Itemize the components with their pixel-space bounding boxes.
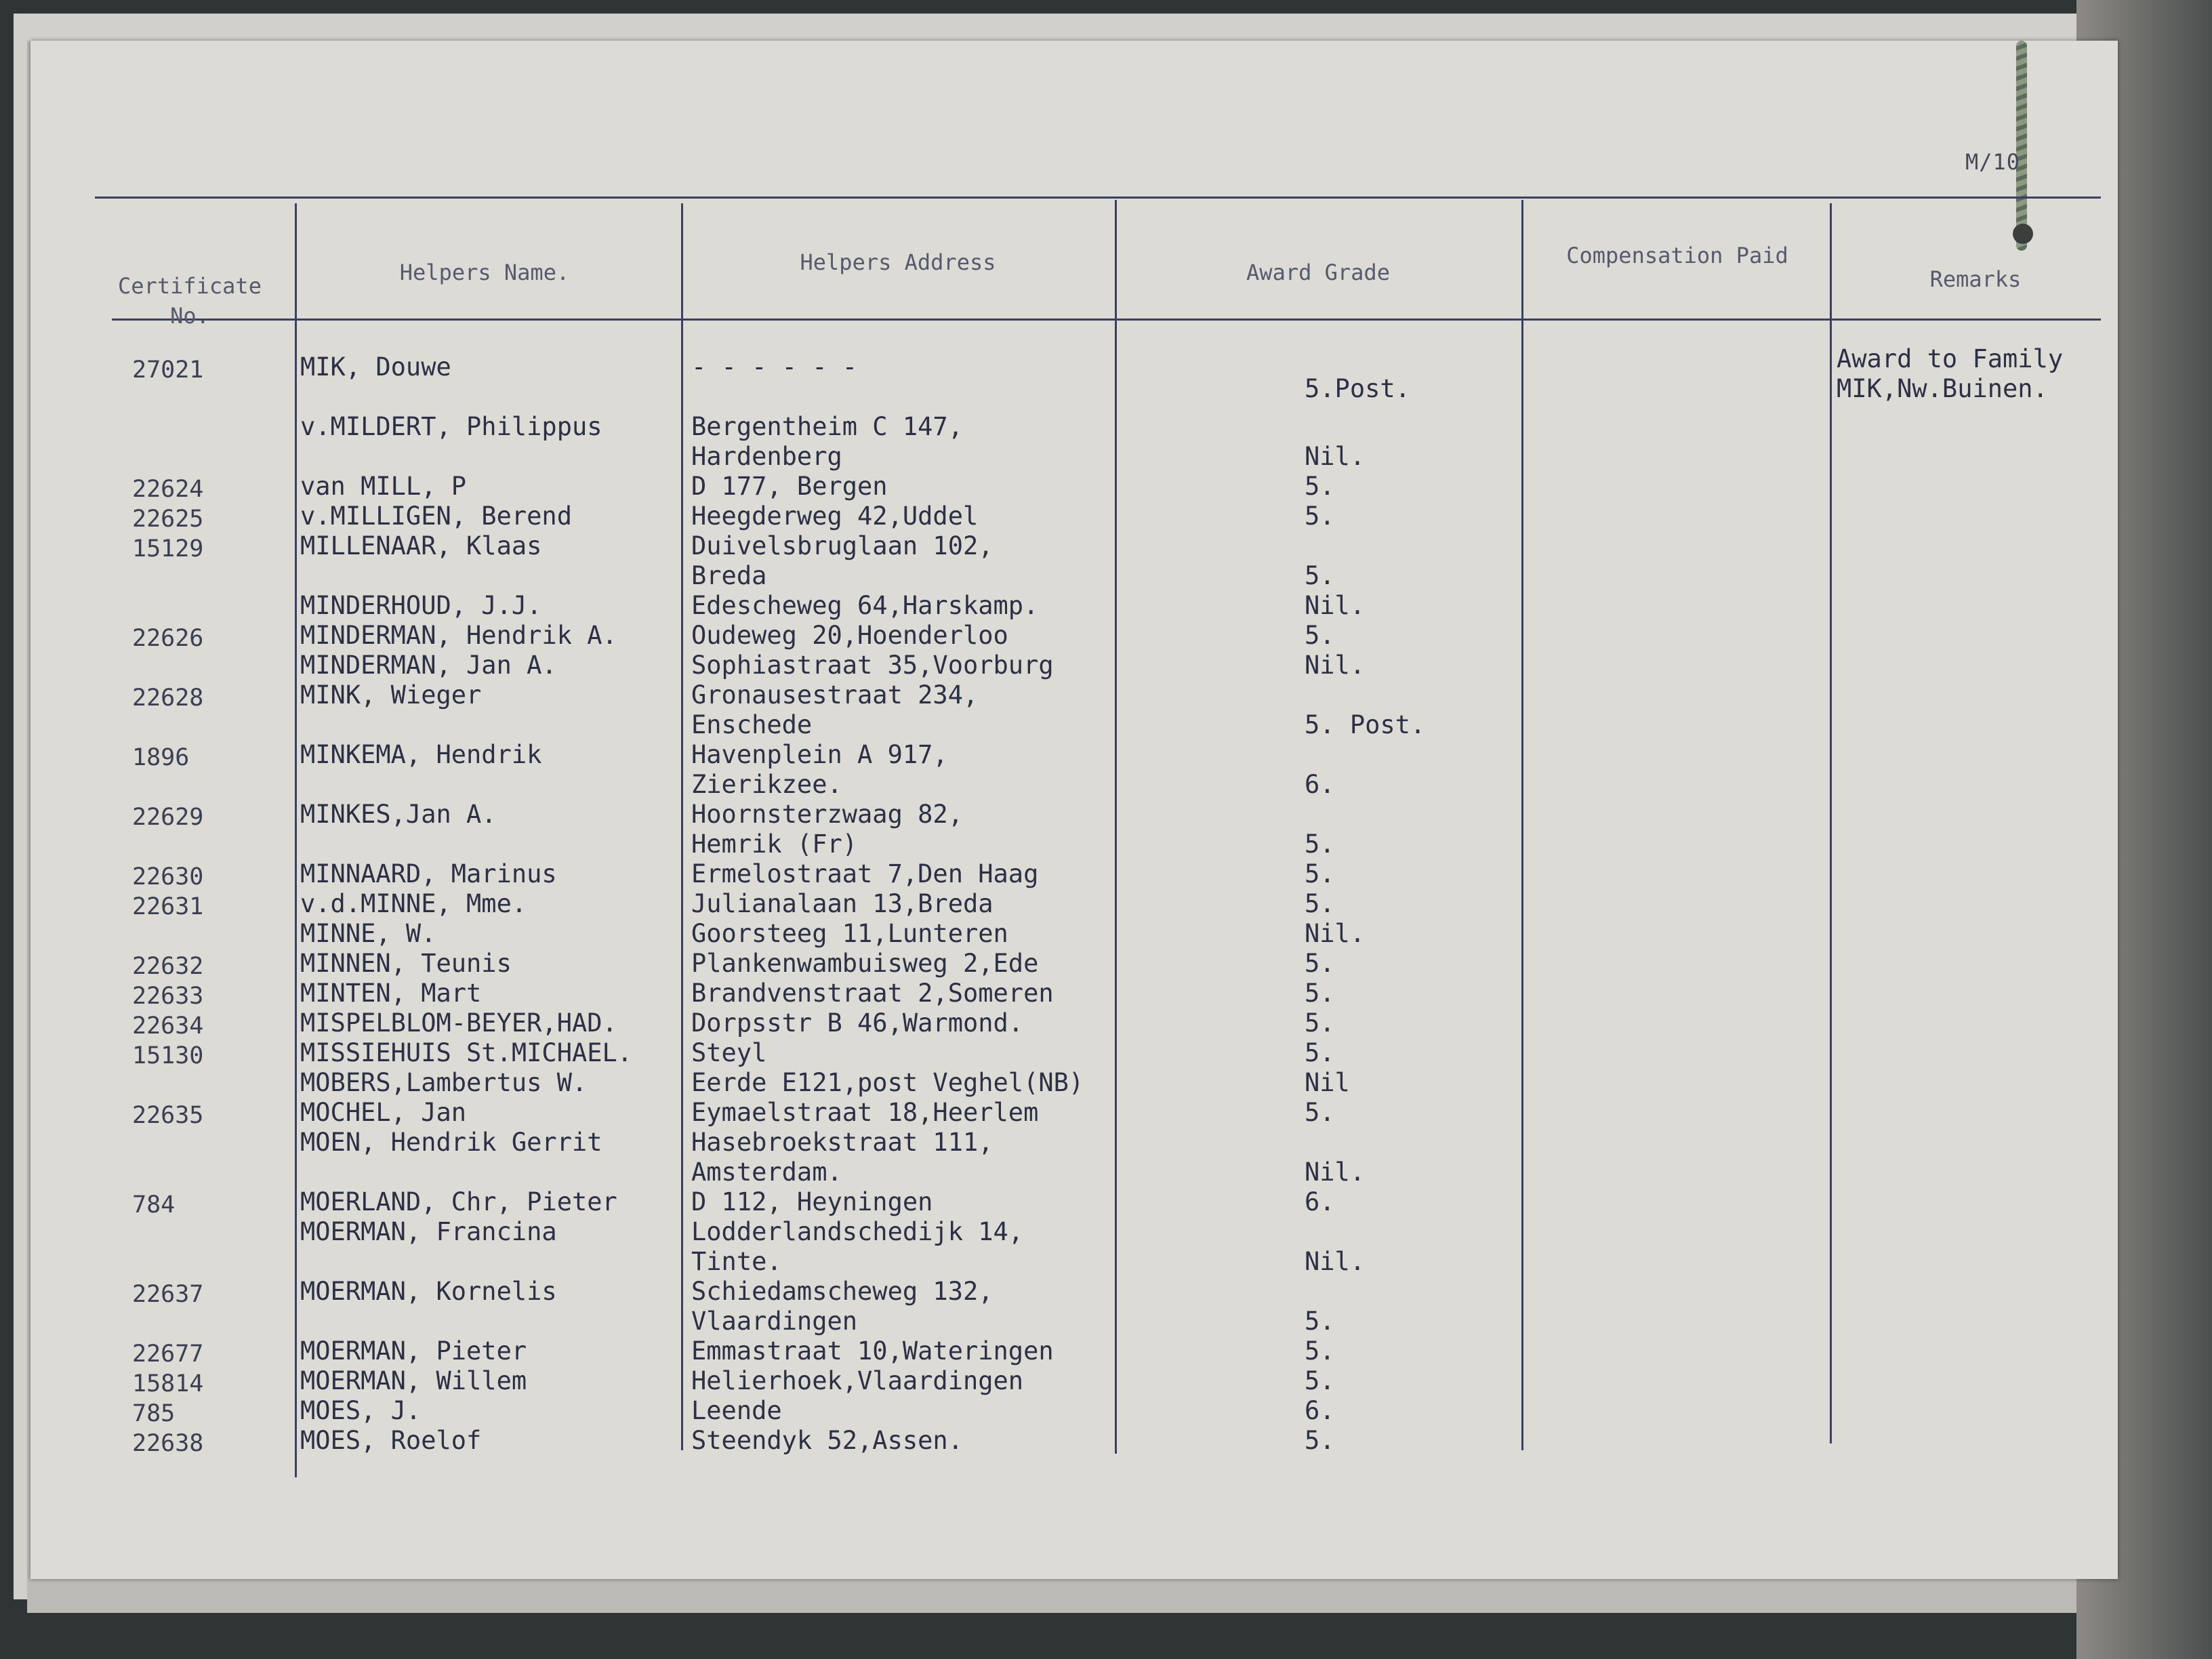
helper-address: - - - - - -	[691, 352, 858, 382]
helper-name: MISPELBLOM-BEYER,HAD.	[300, 1008, 617, 1038]
column-divider-compensation	[1521, 200, 1523, 1450]
award-grade: 5.	[1305, 561, 1335, 590]
header-bottom-rule	[112, 319, 2101, 321]
header-remarks: Remarks	[1929, 266, 2022, 292]
award-grade: 6.	[1305, 770, 1335, 799]
certificate-number: 22624	[132, 476, 204, 503]
certificate-number: 22626	[132, 625, 204, 652]
award-grade: 5.	[1305, 979, 1335, 1008]
remarks-text: Award to Family	[1837, 344, 2064, 373]
helper-address: Edescheweg 64,Harskamp.	[691, 591, 1039, 620]
certificate-number: 22635	[132, 1102, 204, 1129]
helper-name: v.MILDERT, Philippus	[300, 412, 602, 441]
helper-address: Eerde E121,post Veghel(NB)	[691, 1068, 1084, 1097]
helper-name: MOEN, Hendrik Gerrit	[300, 1128, 602, 1157]
certificate-number: 22677	[132, 1340, 204, 1368]
certificate-number: 27021	[132, 356, 204, 384]
certificate-number: 22638	[132, 1430, 204, 1457]
helper-name: MINDERHOUD, J.J.	[300, 591, 542, 620]
helper-name: MINKEMA, Hendrik	[300, 740, 542, 769]
helper-address: Heegderweg 42,Uddel	[691, 501, 979, 531]
helper-name: MINNEN, Teunis	[300, 949, 512, 978]
helper-address: Hemrik (Fr)	[691, 830, 858, 859]
award-grade: 5.	[1305, 1426, 1335, 1455]
helper-name: MINKES,Jan A.	[300, 800, 497, 829]
helper-name: MINNAARD, Marinus	[300, 859, 557, 888]
award-grade: Nil.	[1305, 651, 1366, 680]
award-grade: 5.Post.	[1305, 374, 1410, 403]
certificate-number: 15814	[132, 1370, 204, 1397]
award-grade: 5.	[1305, 1336, 1335, 1366]
certificate-number: 22637	[132, 1281, 204, 1308]
award-grade: 5.	[1305, 859, 1335, 888]
certificate-number: 22629	[132, 804, 204, 831]
award-grade: Nil.	[1305, 591, 1366, 620]
certificate-number: 1896	[132, 744, 190, 771]
helper-name: MOES, Roelof	[300, 1426, 482, 1455]
helper-address: Bergentheim C 147,	[691, 412, 963, 441]
helper-address: Julianalaan 13,Breda	[691, 889, 994, 918]
helper-name: MOBERS,Lambertus W.	[300, 1068, 588, 1097]
helper-address: Schiedamscheweg 132,	[691, 1277, 994, 1306]
helper-address: Hardenberg	[691, 442, 842, 471]
certificate-number: 785	[132, 1400, 176, 1427]
helper-address: Amsterdam.	[691, 1158, 842, 1187]
table-top-rule	[95, 197, 2101, 199]
award-grade: 6.	[1305, 1187, 1335, 1216]
helper-name: MINK, Wieger	[300, 680, 482, 710]
helper-address: Breda	[691, 561, 767, 590]
award-grade: 5.	[1305, 1008, 1335, 1038]
helper-address: Steyl	[691, 1038, 767, 1067]
award-grade: 5.	[1305, 1366, 1335, 1395]
helper-address: Zierikzee.	[691, 770, 842, 799]
helper-address: Tinte.	[691, 1247, 782, 1276]
certificate-number: 22633	[132, 983, 204, 1010]
award-grade: 5.	[1305, 1038, 1335, 1067]
helper-address: Emmastraat 10,Wateringen	[691, 1336, 1054, 1366]
binding-string	[2016, 41, 2027, 251]
award-grade: Nil.	[1305, 1158, 1366, 1187]
helper-address: Lodderlandschedijk 14,	[691, 1217, 1024, 1246]
certificate-number: 22634	[132, 1012, 204, 1040]
helper-address: Helierhoek,Vlaardingen	[691, 1366, 1024, 1395]
helper-address: Havenplein A 917,	[691, 740, 948, 769]
helper-name: MISSIEHUIS St.MICHAEL.	[300, 1038, 633, 1067]
helper-address: Eymaelstraat 18,Heerlem	[691, 1098, 1039, 1127]
helper-name: MIK, Douwe	[300, 352, 451, 382]
column-divider-address	[681, 203, 683, 1450]
register-page	[30, 41, 2118, 1579]
helper-address: Vlaardingen	[691, 1307, 858, 1336]
certificate-number: 22625	[132, 506, 204, 533]
award-grade: Nil.	[1305, 1247, 1366, 1276]
helper-name: MILLENAAR, Klaas	[300, 531, 542, 560]
punch-hole	[2013, 224, 2033, 244]
certificate-number: 22630	[132, 863, 204, 890]
column-divider-name	[295, 203, 297, 1477]
certificate-number: 784	[132, 1191, 176, 1218]
helper-address: Sophiastraat 35,Voorburg	[691, 651, 1054, 680]
helper-address: Ermelostraat 7,Den Haag	[691, 859, 1039, 888]
helper-address: Plankenwambuisweg 2,Ede	[691, 949, 1039, 978]
helper-address: Enschede	[691, 710, 813, 739]
helper-address: Hasebroekstraat 111,	[691, 1128, 994, 1157]
header-name: Helpers Name.	[399, 260, 570, 285]
helper-name: MOCHEL, Jan	[300, 1098, 467, 1127]
header-compensation: Compensation Paid	[1566, 243, 1788, 268]
helper-address: Goorsteeg 11,Lunteren	[691, 919, 1008, 948]
helper-address: D 112, Heyningen	[691, 1187, 933, 1216]
helper-name: MINTEN, Mart	[300, 979, 482, 1008]
helper-address: D 177, Bergen	[691, 472, 888, 501]
helper-name: van MILL, P	[300, 472, 467, 501]
award-grade: 5.	[1305, 949, 1335, 978]
helper-address: Duivelsbruglaan 102,	[691, 531, 994, 560]
helper-address: Leende	[691, 1396, 782, 1425]
award-grade: Nil	[1305, 1068, 1350, 1097]
certificate-number: 22628	[132, 684, 204, 712]
award-grade: 5.	[1305, 830, 1335, 859]
award-grade: 6.	[1305, 1396, 1335, 1425]
award-grade: Nil.	[1305, 919, 1366, 948]
column-divider-award	[1115, 200, 1117, 1454]
helper-address: Oudeweg 20,Hoenderloo	[691, 621, 1008, 650]
certificate-number: 22632	[132, 953, 204, 980]
award-grade: 5.	[1305, 1098, 1335, 1127]
helper-name: MINDERMAN, Hendrik A.	[300, 621, 617, 650]
header-award: Award Grade	[1246, 260, 1390, 285]
helper-name: v.d.MINNE, Mme.	[300, 889, 527, 918]
award-grade: 5.	[1305, 1307, 1335, 1336]
file-reference-mark: M/10	[1965, 149, 2021, 175]
header-address: Helpers Address	[800, 249, 996, 275]
helper-name: MINDERMAN, Jan A.	[300, 651, 557, 680]
helper-address: Brandvenstraat 2,Someren	[691, 979, 1054, 1008]
award-grade: Nil.	[1305, 442, 1366, 471]
award-grade: 5. Post.	[1305, 710, 1426, 739]
award-grade: 5.	[1305, 621, 1335, 650]
helper-name: MOERLAND, Chr, Pieter	[300, 1187, 617, 1216]
certificate-number: 22631	[132, 893, 204, 920]
helper-name: MOERMAN, Willem	[300, 1366, 527, 1395]
header-certificate: Certificate No.	[118, 273, 262, 329]
award-grade: 5.	[1305, 501, 1335, 531]
remarks-text: MIK,Nw.Buinen.	[1837, 374, 2048, 403]
helper-name: v.MILLIGEN, Berend	[300, 501, 572, 531]
certificate-number: 15129	[132, 535, 204, 562]
helper-name: MOERMAN, Kornelis	[300, 1277, 557, 1306]
helper-name: MOERMAN, Pieter	[300, 1336, 527, 1366]
column-divider-remarks	[1830, 203, 1832, 1443]
helper-address: Dorpsstr B 46,Warmond.	[691, 1008, 1024, 1038]
helper-address: Gronausestraat 234,	[691, 680, 979, 710]
helper-address: Steendyk 52,Assen.	[691, 1426, 963, 1455]
helper-name: MOERMAN, Francina	[300, 1217, 557, 1246]
helper-name: MINNE, W.	[300, 919, 436, 948]
certificate-number: 15130	[132, 1042, 204, 1069]
helper-name: MOES, J.	[300, 1396, 422, 1425]
award-grade: 5.	[1305, 472, 1335, 501]
helper-address: Hoornsterzwaag 82,	[691, 800, 963, 829]
award-grade: 5.	[1305, 889, 1335, 918]
